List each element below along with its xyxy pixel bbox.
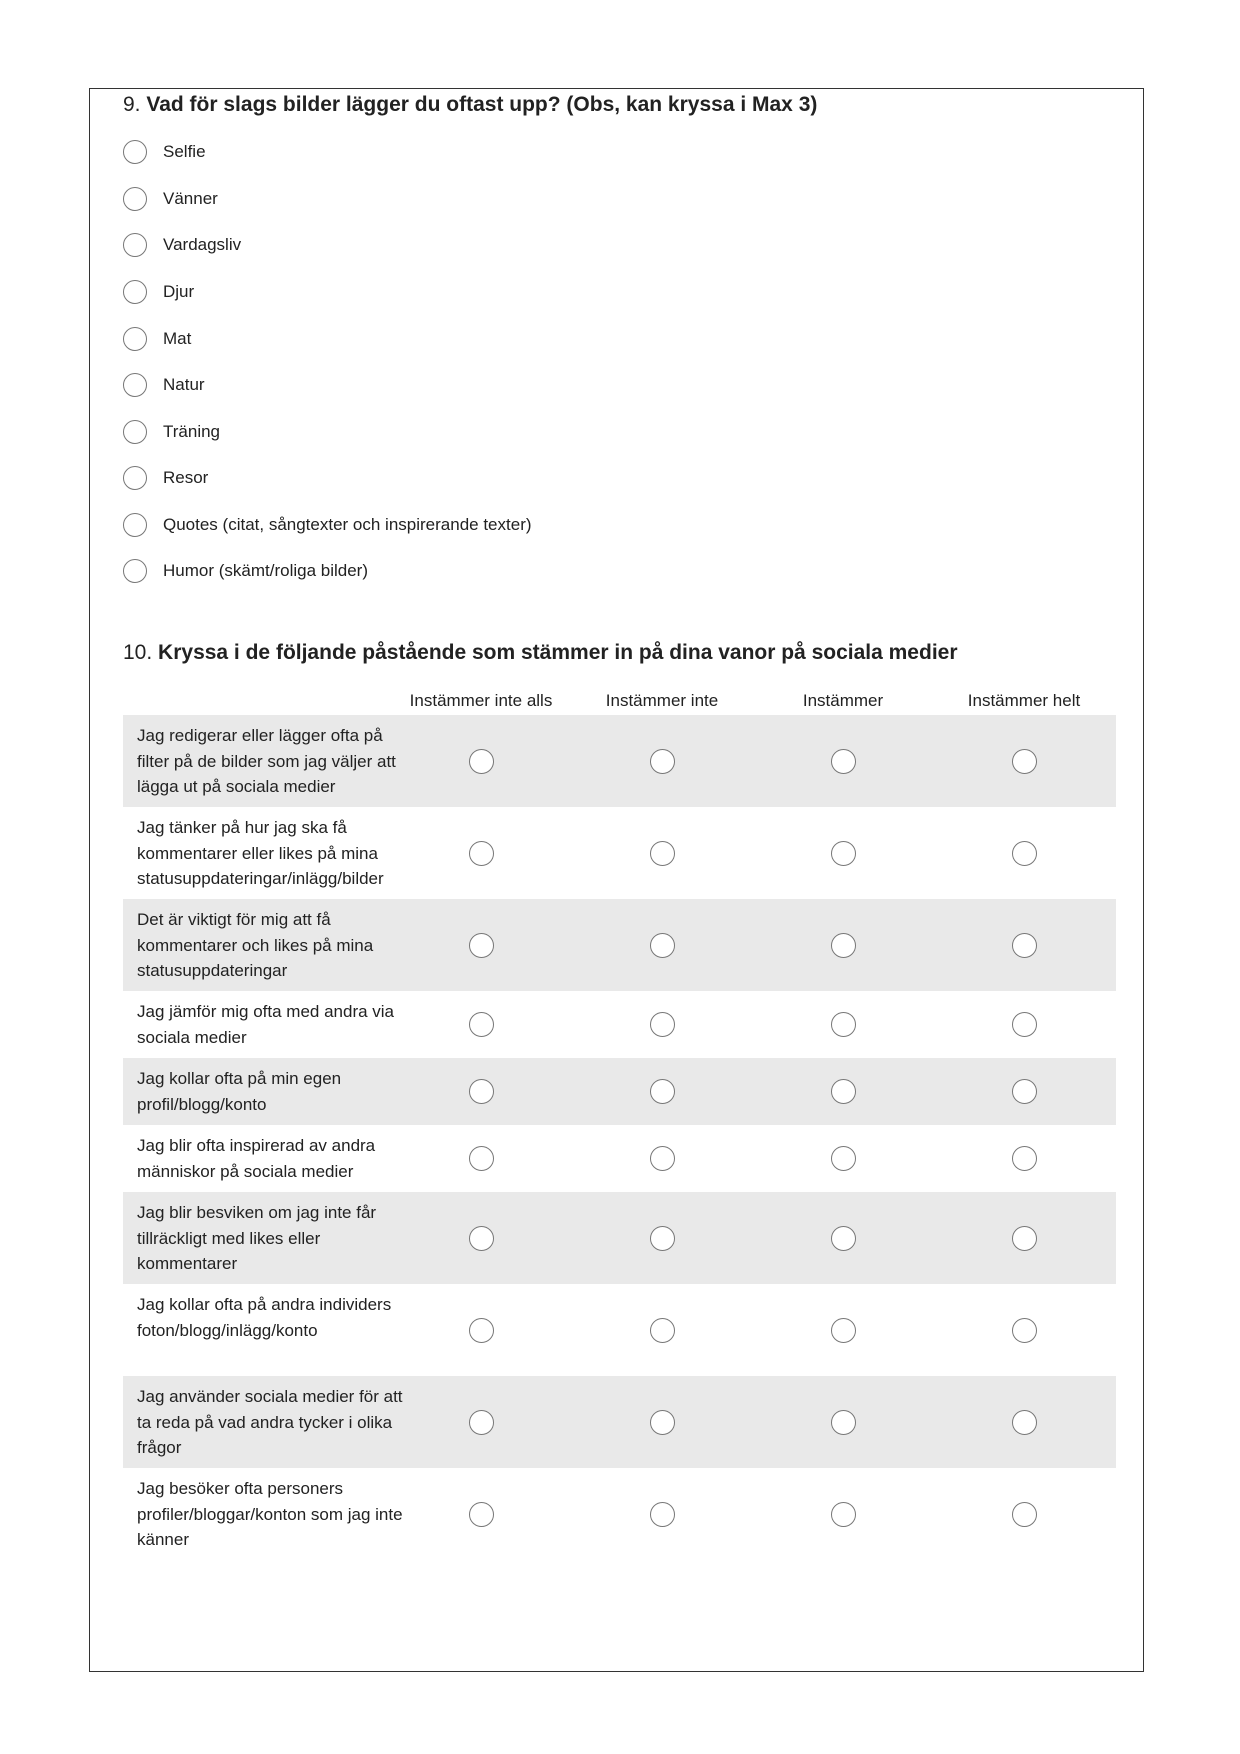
column-header-instammer: Instämmer [802, 691, 884, 710]
radio-instammer-helt[interactable] [1012, 1226, 1037, 1251]
statement-text: Jag tänker på hur jag ska få kommentarer eller likes på mina statusuppdateringar/inlägg/bilder [137, 818, 384, 888]
radio-instammer-inte[interactable] [650, 1146, 675, 1171]
q9-option-radio[interactable] [123, 233, 147, 257]
q9-option-label: Selfie [163, 142, 206, 161]
table-row [123, 1468, 1116, 1560]
q9-option[interactable] [123, 325, 823, 355]
radio-instammer-helt[interactable] [1012, 1502, 1037, 1527]
radio-instammer-helt[interactable] [1012, 841, 1037, 866]
q9-option[interactable] [123, 418, 823, 448]
question-9-text: Vad för slags bilder lägger du oftast upp? (Obs, kan kryssa i Max 3) [146, 93, 818, 116]
radio-instammer-inte[interactable] [650, 1226, 675, 1251]
radio-instammer-inte[interactable] [650, 1079, 675, 1104]
table-row [123, 899, 1116, 991]
q9-option-radio[interactable] [123, 513, 147, 537]
radio-instammer-helt[interactable] [1012, 1079, 1037, 1104]
radio-instammer-inte[interactable] [650, 1318, 675, 1343]
table-row [123, 1192, 1116, 1284]
q9-option-label: Humor (skämt/roliga bilder) [163, 561, 368, 580]
radio-instammer[interactable] [831, 1318, 856, 1343]
table-row [123, 1125, 1116, 1192]
q9-option-radio[interactable] [123, 187, 147, 211]
q9-option-radio[interactable] [123, 140, 147, 164]
statement-text: Jag blir besviken om jag inte får tillräckligt med likes eller kommentarer [137, 1203, 377, 1273]
radio-instammer[interactable] [831, 841, 856, 866]
radio-instammer[interactable] [831, 1410, 856, 1435]
q9-option-radio[interactable] [123, 420, 147, 444]
radio-instammer-inte[interactable] [650, 1012, 675, 1037]
statement-text: Det är viktigt för mig att få kommentarer och likes på mina statusuppdateringar [137, 910, 374, 980]
q9-option-radio[interactable] [123, 466, 147, 490]
radio-instammer-inte-alls[interactable] [469, 1146, 494, 1171]
statement-text: Jag kollar ofta på andra individers foton/blogg/inlägg/konto [137, 1295, 392, 1340]
radio-instammer-helt[interactable] [1012, 933, 1037, 958]
q9-option[interactable] [123, 278, 823, 308]
radio-instammer-helt[interactable] [1012, 749, 1037, 774]
radio-instammer-helt[interactable] [1012, 1146, 1037, 1171]
column-header-instammer-inte: Instämmer inte [605, 691, 719, 710]
q9-option-label: Djur [163, 282, 195, 301]
q9-option[interactable] [123, 185, 823, 215]
radio-instammer[interactable] [831, 1502, 856, 1527]
q9-option-label: Vänner [163, 189, 218, 208]
q9-option-label: Vardagsliv [163, 235, 242, 254]
table-row [123, 1376, 1116, 1468]
question-10-title [123, 639, 958, 667]
radio-instammer-inte-alls[interactable] [469, 1226, 494, 1251]
q9-option[interactable] [123, 511, 823, 541]
q9-option-label: Natur [163, 375, 205, 394]
statement-text: Jag blir ofta inspirerad av andra människor på sociala medier [137, 1136, 376, 1181]
radio-instammer-helt[interactable] [1012, 1410, 1037, 1435]
question-10-number: 10. [123, 641, 153, 664]
radio-instammer-inte[interactable] [650, 1502, 675, 1527]
q9-option[interactable] [123, 138, 823, 168]
radio-instammer-helt[interactable] [1012, 1318, 1037, 1343]
q9-option-radio[interactable] [123, 559, 147, 583]
radio-instammer-inte-alls[interactable] [469, 933, 494, 958]
radio-instammer-inte[interactable] [650, 841, 675, 866]
radio-instammer[interactable] [831, 1146, 856, 1171]
table-row [123, 807, 1116, 899]
question-9-title [123, 91, 817, 119]
radio-instammer[interactable] [831, 1012, 856, 1037]
radio-instammer-inte-alls[interactable] [469, 1410, 494, 1435]
table-row [123, 1284, 1116, 1376]
radio-instammer-inte[interactable] [650, 1410, 675, 1435]
q9-option[interactable] [123, 464, 823, 494]
radio-instammer-inte-alls[interactable] [469, 1502, 494, 1527]
radio-instammer-inte-alls[interactable] [469, 841, 494, 866]
statement-text: Jag jämför mig ofta med andra via sociala medier [137, 1002, 395, 1047]
radio-instammer-inte-alls[interactable] [469, 1079, 494, 1104]
question-10-text: Kryssa i de följande påstående som stämmer in på dina vanor på sociala medier [158, 641, 958, 664]
q9-option-radio[interactable] [123, 373, 147, 397]
q9-option-label: Mat [163, 329, 192, 348]
q9-option-label: Resor [163, 468, 209, 487]
q9-option-radio[interactable] [123, 327, 147, 351]
statement-text: Jag redigerar eller lägger ofta på filter på de bilder som jag väljer att lägga ut på sociala medier [137, 726, 396, 796]
radio-instammer[interactable] [831, 1079, 856, 1104]
table-row [123, 1058, 1116, 1125]
radio-instammer[interactable] [831, 933, 856, 958]
q9-option[interactable] [123, 231, 823, 261]
radio-instammer-helt[interactable] [1012, 1012, 1037, 1037]
q9-option-radio[interactable] [123, 280, 147, 304]
radio-instammer[interactable] [831, 1226, 856, 1251]
table-row [123, 991, 1116, 1058]
table-row [123, 715, 1116, 807]
question-9-number: 9. [123, 93, 141, 116]
radio-instammer-inte[interactable] [650, 933, 675, 958]
radio-instammer[interactable] [831, 749, 856, 774]
radio-instammer-inte-alls[interactable] [469, 1318, 494, 1343]
column-header-instammer-helt: Instämmer helt [967, 691, 1081, 710]
statement-text: Jag använder sociala medier för att ta reda på vad andra tycker i olika frågor [137, 1387, 403, 1457]
column-header-instammer-inte-alls: Instämmer inte alls [409, 691, 553, 710]
radio-instammer-inte[interactable] [650, 749, 675, 774]
radio-instammer-inte-alls[interactable] [469, 749, 494, 774]
statement-text: Jag kollar ofta på min egen profil/blogg/konto [137, 1069, 342, 1114]
q9-option-label: Träning [163, 422, 221, 441]
q9-option-label: Quotes (citat, sångtexter och inspirerande texter) [163, 515, 532, 534]
q9-option[interactable] [123, 371, 823, 401]
q9-option[interactable] [123, 557, 823, 587]
radio-instammer-inte-alls[interactable] [469, 1012, 494, 1037]
statement-text: Jag besöker ofta personers profiler/bloggar/konton som jag inte känner [137, 1479, 403, 1549]
